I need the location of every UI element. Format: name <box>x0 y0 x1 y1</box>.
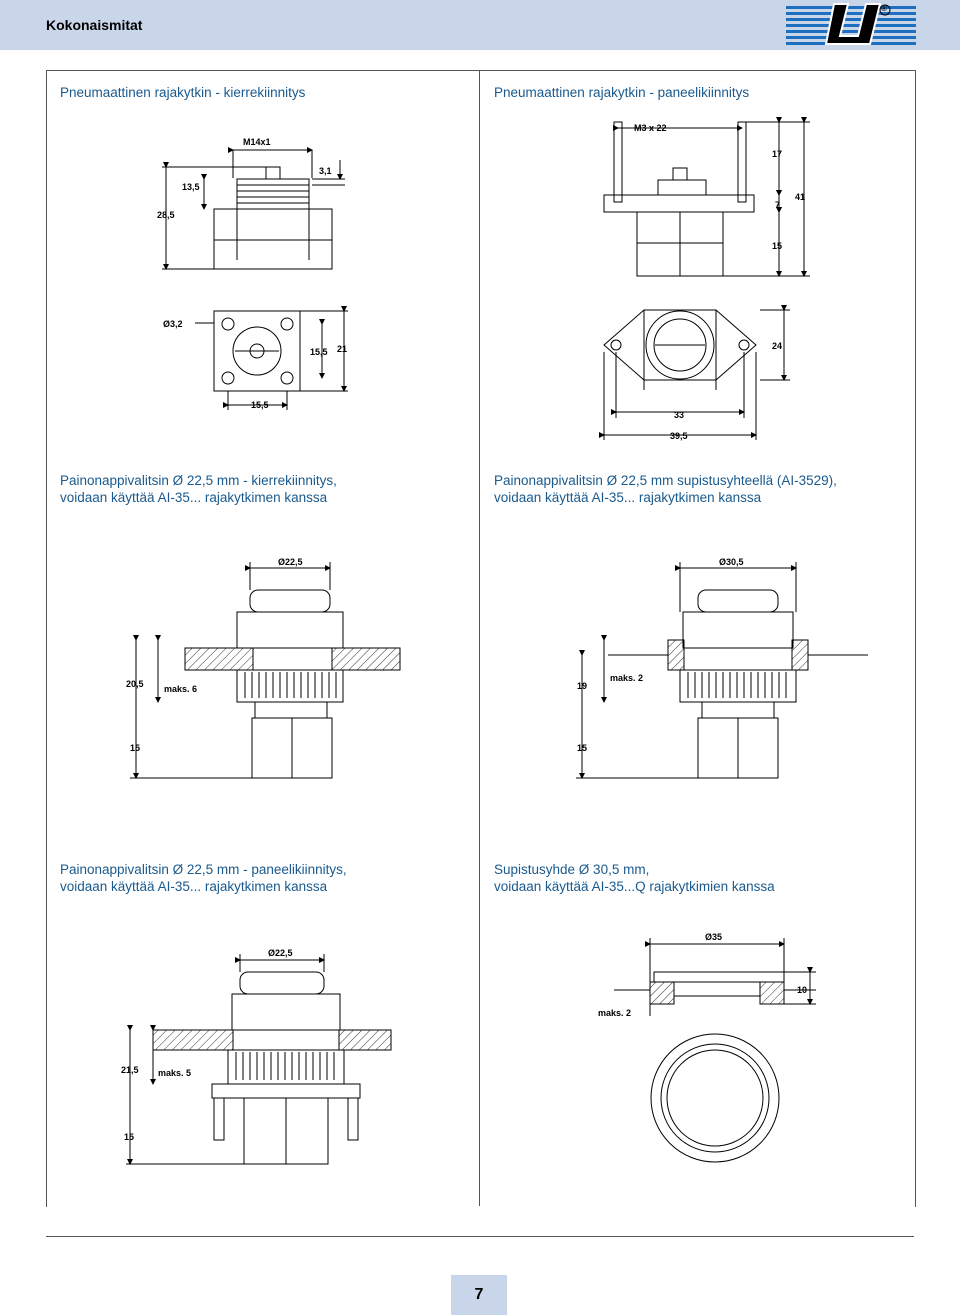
section6-line1: Supistusyhde Ø 30,5 mm, <box>494 862 650 877</box>
dim-41: 41 <box>795 192 806 202</box>
page-title: Kokonaismitat <box>46 17 143 33</box>
dim-21: 21 <box>337 344 348 354</box>
dim-hole: Ø3,2 <box>163 319 183 329</box>
dim-s4-dia: Ø30,5 <box>719 557 744 567</box>
dim-28-5: 28,5 <box>157 210 175 220</box>
dim-10: 10 <box>797 985 808 995</box>
section5-line1: Painonappivalitsin Ø 22,5 mm - paneelikiinnitys, <box>60 862 347 877</box>
dim-20-5: 20,5 <box>126 679 144 689</box>
dim-33: 33 <box>674 410 685 420</box>
dim-s5-maks: maks. 5 <box>158 1068 192 1078</box>
section2-title: Pneumaattinen rajakytkin - paneelikiinnitys <box>494 85 750 100</box>
dim-thread: M14x1 <box>243 137 271 147</box>
dim-17: 17 <box>772 149 783 159</box>
drawing-pushbutton-threaded <box>130 562 400 778</box>
section6-line2: voidaan käyttää AI-35...Q rajakytkimien kanssa <box>494 879 775 894</box>
dim-s3-maks: maks. 6 <box>164 684 198 694</box>
section5-line2: voidaan käyttää AI-35... rajakytkimen kanssa <box>60 879 328 894</box>
page-number: 7 <box>451 1275 507 1315</box>
section4-line2: voidaan käyttää AI-35... rajakytkimen kanssa <box>494 490 762 505</box>
dim-15-5a: 15,5 <box>310 347 328 357</box>
dim-s5-dia: Ø22,5 <box>268 948 293 958</box>
dim-s4-maks: maks. 2 <box>610 673 644 683</box>
dim-19: 19 <box>577 681 588 691</box>
dim-13-5: 13,5 <box>182 182 200 192</box>
registered-mark: ® <box>881 4 887 13</box>
dim-7: 7 <box>775 200 781 210</box>
dim-3-1: 3,1 <box>319 166 332 176</box>
dim-screw: M3 x 22 <box>634 123 667 133</box>
dim-15-5b: 15,5 <box>251 400 269 410</box>
dim-s5-15: 15 <box>124 1132 135 1142</box>
dim-s3-dia: Ø22,5 <box>278 557 303 567</box>
dim-24: 24 <box>772 341 783 351</box>
dim-s6-dia: Ø35 <box>705 932 723 942</box>
dim-s3-15: 15 <box>130 743 141 753</box>
section3-line1: Painonappivalitsin Ø 22,5 mm - kierrekiinnitys, <box>60 473 337 488</box>
section4-line1: Painonappivalitsin Ø 22,5 mm supistusyhteellä (AI-3529), <box>494 473 837 488</box>
drawing-adapter-ring <box>614 938 816 1162</box>
drawing-pushbutton-panel <box>126 954 391 1164</box>
section1-title: Pneumaattinen rajakytkin - kierrekiinnitys <box>60 85 306 100</box>
section3-line2: voidaan käyttää AI-35... rajakytkimen kanssa <box>60 490 328 505</box>
dim-15: 15 <box>772 241 783 251</box>
dim-39-5: 39,5 <box>670 431 688 441</box>
dim-s6-maks: maks. 2 <box>598 1008 632 1018</box>
dim-s4-15: 15 <box>577 743 588 753</box>
drawing-pushbutton-adapter <box>576 562 868 778</box>
dim-21-5: 21,5 <box>121 1065 139 1075</box>
drawing-panel-switch <box>604 122 810 440</box>
